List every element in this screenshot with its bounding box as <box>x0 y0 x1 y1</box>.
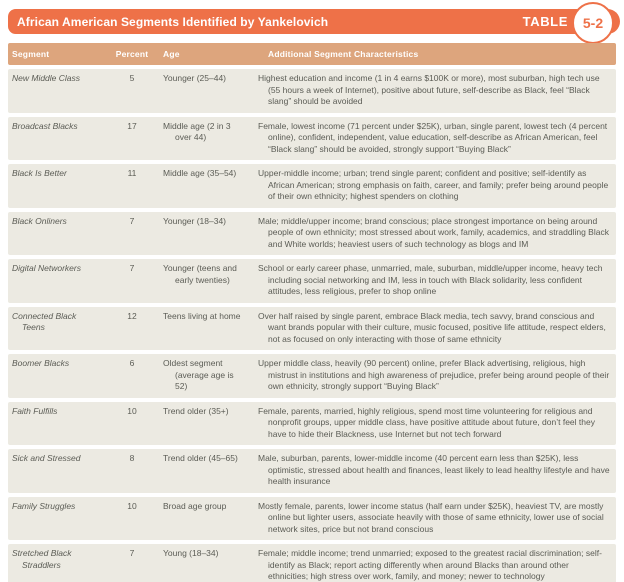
age-range: Oldest segment (average age is 52) <box>163 358 234 391</box>
percent-value: 7 <box>129 215 135 226</box>
segment-name: Digital Networkers <box>12 263 81 273</box>
segment-name: Family Struggles <box>12 500 76 511</box>
age-range: Middle age (2 in 3 over 44) <box>163 120 231 142</box>
segment-characteristics: Upper-middle income; urban; trend single parent; confident and positive; self-identify as African American; strong emphasis on faith, career, and family; prefer being around people of their own ethnicity; highest spenders on clothing <box>258 168 609 201</box>
segment-characteristics: Female, lowest income (71 percent under $25K), urban, single parent, lowest tech (4 percent online), confident, independent, value education, self-describe as African American, feel “Black slang” should be avoided, strongly support “Buying Black” <box>258 120 608 154</box>
table-number: 5-2 <box>582 15 604 31</box>
percent-value: 7 <box>129 548 135 558</box>
segment-characteristics: Over half raised by single parent, embrace Black media, tech savvy, brand conscious and want brands popular with their culture, music focused, positive life attitude, respect elders, not as focused on only interacting with those of same ethnicity <box>258 310 606 344</box>
segment-characteristics: School or early career phase, unmarried, male, suburban, middle/upper income, heavy tech including social networking and IM, less in touch with Black solidarity, less confident attitudes, less religious, prefer to shop online <box>258 263 603 296</box>
segment-characteristics: Female, parents, married, highly religious, spend most time volunteering for religious and nonprofit groups, upper middle class, have positive attitude about future, don’t feel they have to hide their Blackness, use Internet but not tech forward <box>258 405 595 439</box>
table-row <box>8 544 616 582</box>
segment-characteristics: Upper middle class, heavily (90 percent) online, prefer Black advertising, religious, high mistrust in institutions and high awareness of prejudice, prefer being around people of their own ethnicity, strongly support “Buying Black” <box>258 358 610 391</box>
column-header-segment: Segment <box>12 49 50 59</box>
percent-value: 5 <box>129 73 135 83</box>
segment-name: Stretched Black Straddlers <box>12 548 72 570</box>
age-range: Younger (25–44) <box>163 73 227 83</box>
age-range: Trend older (35+) <box>163 405 229 416</box>
percent-value: 10 <box>127 500 137 511</box>
segment-name: Sick and Stressed <box>12 453 81 463</box>
table-row <box>8 69 616 113</box>
table-row <box>8 307 616 351</box>
segment-characteristics: Highest education and income (1 in 4 earns $100K or more), most suburban, high tech use (55 hours a week of Internet), positive about future, self-describe as Black, feel “Black slang” should be avoided <box>258 73 600 106</box>
column-header-percent: Percent <box>115 49 149 59</box>
table-body <box>8 69 616 582</box>
segment-name: Black Is Better <box>12 168 67 178</box>
age-range: Middle age (35–54) <box>163 168 237 178</box>
segment-name: Black Onliners <box>12 215 67 226</box>
table-row <box>8 402 616 446</box>
table-title: African American Segments Identified by Yankelovich <box>17 14 329 29</box>
percent-value: 10 <box>127 405 137 416</box>
percent-value: 12 <box>127 310 137 321</box>
segment-characteristics: Male; middle/upper income; brand conscious; place strongest importance on being around people of own ethnicity; most stressed about work, family, academics, and straddling Black and White worlds; heaviest users of such technology as blogs and IM <box>258 215 609 249</box>
table-row <box>8 497 616 541</box>
table-row <box>8 212 616 256</box>
age-range: Younger (18–34) <box>163 215 227 226</box>
segment-name: Faith Fulfills <box>12 405 58 416</box>
column-header-age: Age <box>163 49 180 59</box>
column-header-row <box>8 43 616 65</box>
age-range: Trend older (45–65) <box>163 453 238 463</box>
segment-name: Connected Black Teens <box>12 310 77 332</box>
percent-value: 6 <box>129 358 135 368</box>
age-range: Young (18–34) <box>163 548 219 558</box>
segment-name: Boomer Blacks <box>12 358 70 368</box>
age-range: Teens living at home <box>163 310 241 321</box>
percent-value: 17 <box>127 120 137 131</box>
segment-name: New Middle Class <box>12 73 81 83</box>
table-row <box>8 354 616 398</box>
segment-characteristics: Mostly female, parents, lower income status (half earn under $25K), heaviest TV, are mostly online but lighter users, associate heavily with those of same ethnicity, lower use of social network sites, price but not brand conscious <box>258 500 604 534</box>
table-row <box>8 449 616 493</box>
percent-value: 8 <box>129 453 135 463</box>
table-row <box>8 259 616 303</box>
percent-value: 7 <box>129 263 135 273</box>
age-range: Younger (teens and early twenties) <box>163 263 237 285</box>
column-header-characteristics: Additional Segment Characteristics <box>268 49 419 59</box>
table-row <box>8 164 616 208</box>
segment-characteristics: Male, suburban, parents, lower-middle income (40 percent earn less than $25K), less optimistic, stressed about health and finances, least likely to lead healthy lifestyle and have health insurance <box>258 453 610 486</box>
table-row <box>8 117 616 161</box>
segment-characteristics: Female; middle income; trend unmarried; exposed to the greatest racial discrimination; self-identify as Black; report acting differently when around Blacks than around other ethnicities; high stress over work, family, and money; newer to technology <box>258 548 602 581</box>
age-range: Broad age group <box>163 500 227 511</box>
table-label: TABLE <box>522 14 568 29</box>
table-number-badge <box>572 2 614 44</box>
table-title-bar <box>8 9 620 34</box>
segment-name: Broadcast Blacks <box>12 120 78 131</box>
percent-value: 11 <box>127 168 137 178</box>
